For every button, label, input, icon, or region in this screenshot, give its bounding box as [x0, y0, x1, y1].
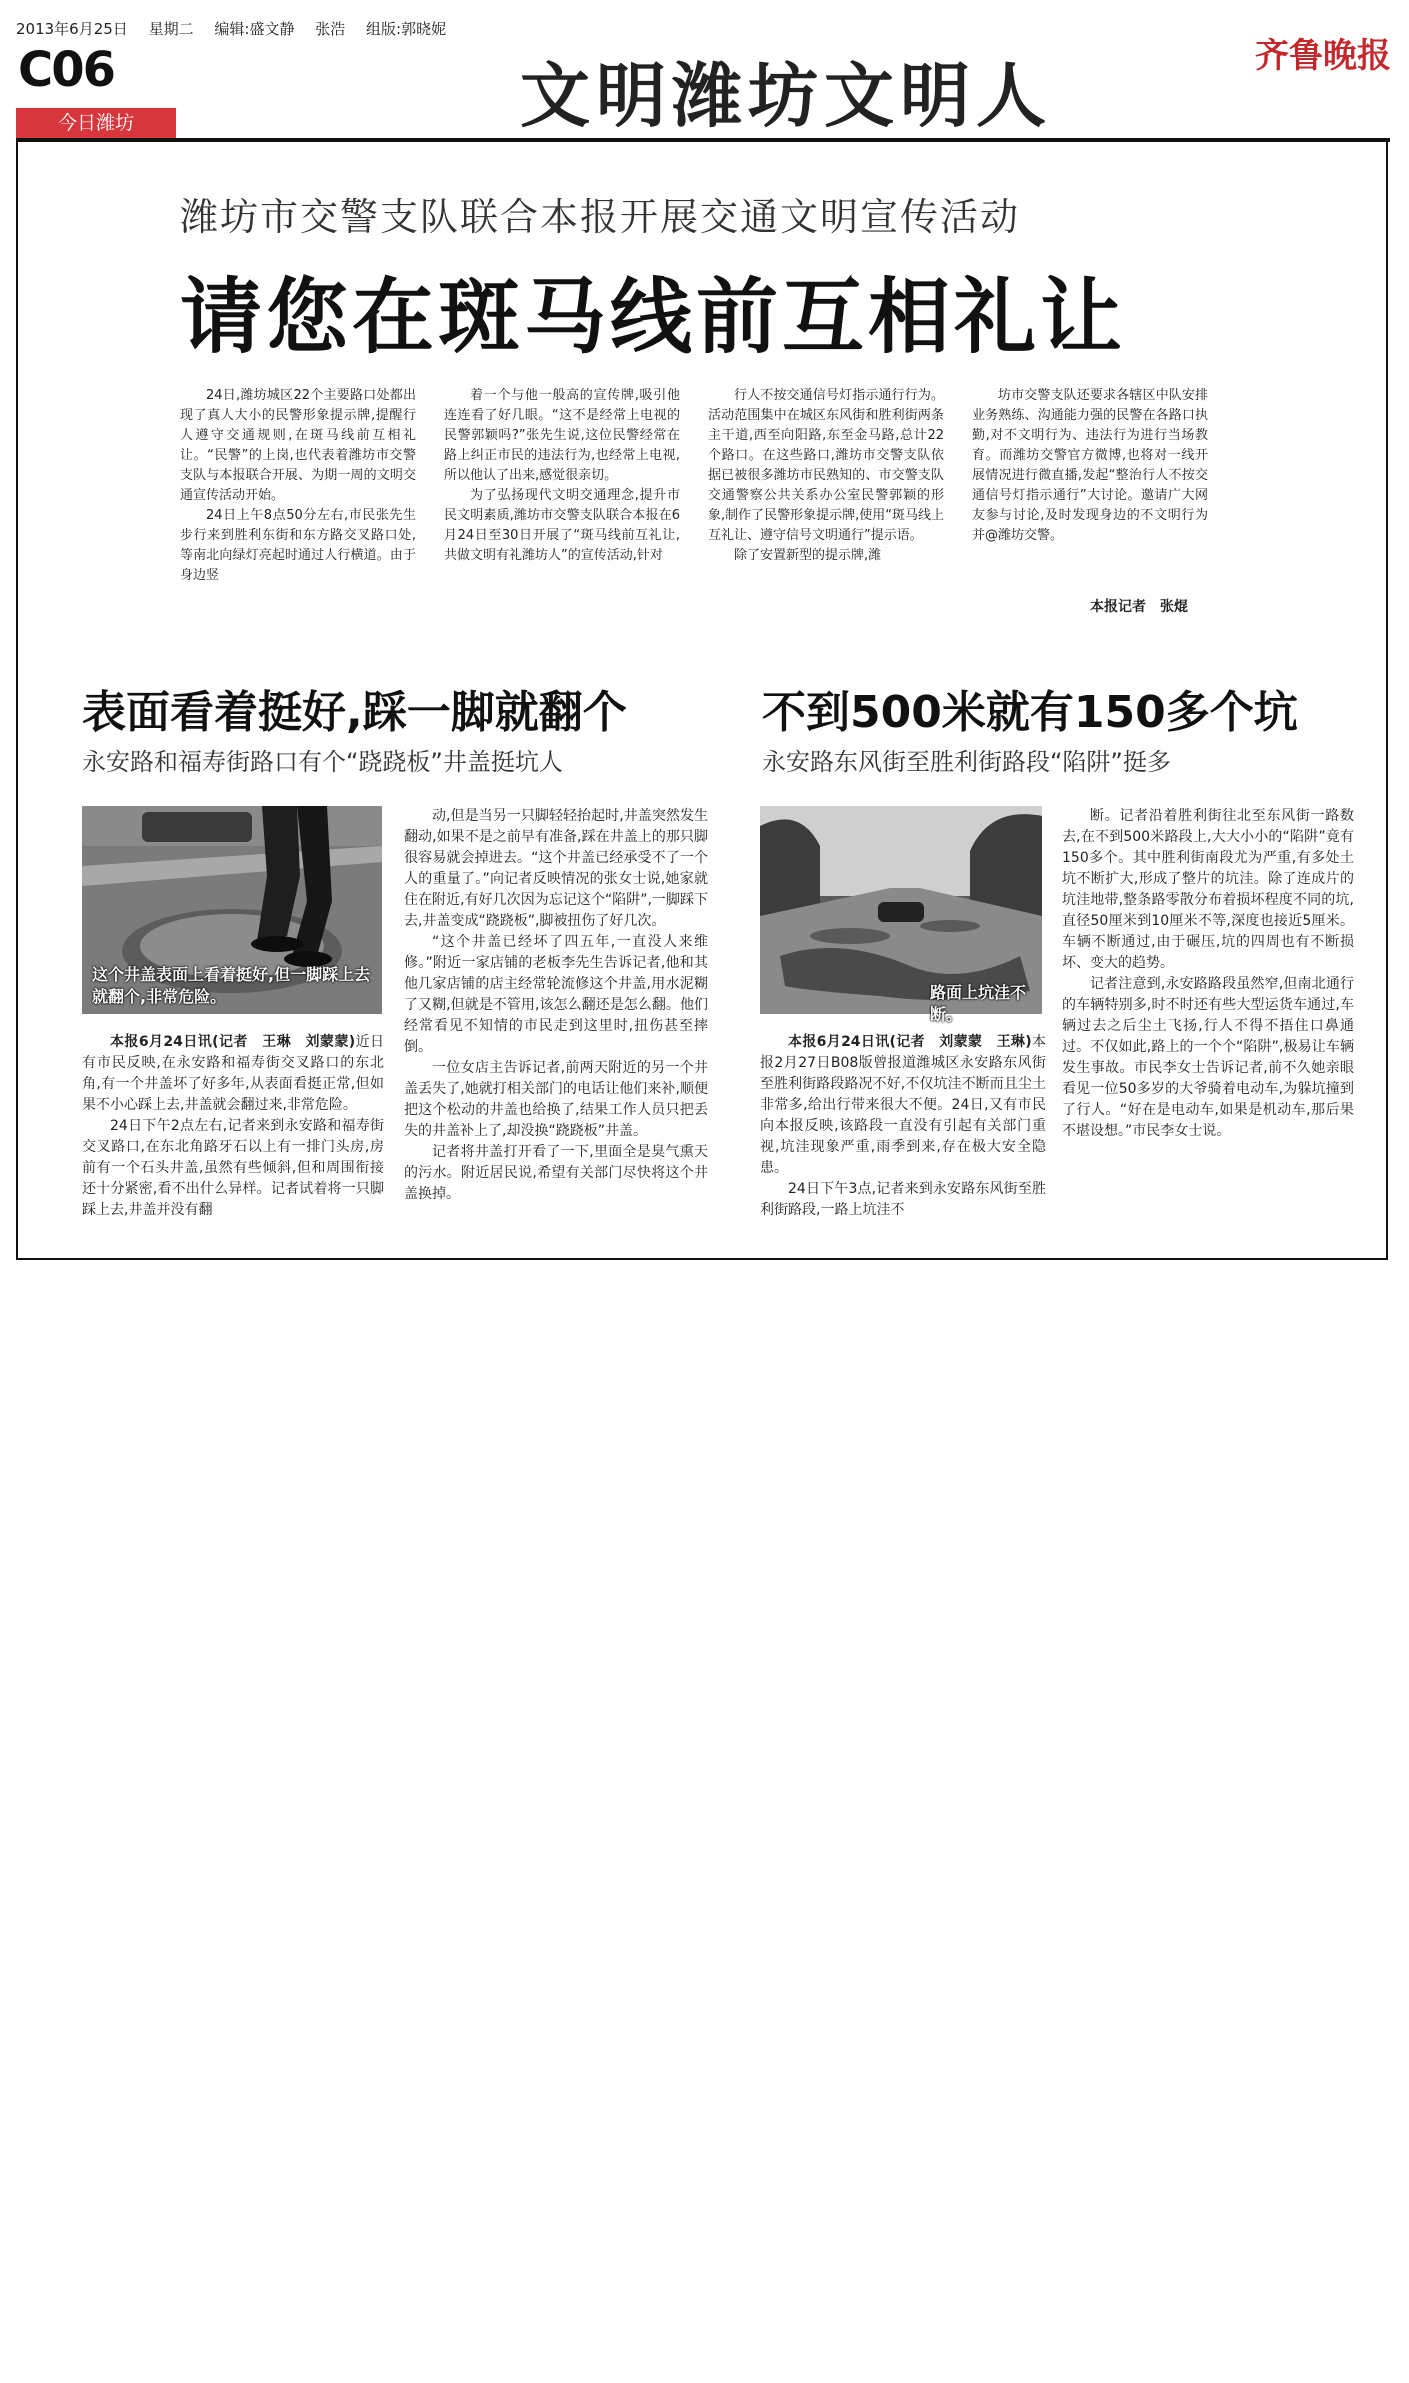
designer: 组版:郭晓妮	[366, 20, 447, 38]
paragraph: 断。记者沿着胜利街往北至东风街一路数去,在不到500米路段上,大大小小的“陷阱”竟有150多个。其中胜利街南段尤为严重,有多处土坑不断扩大,形成了整片的坑洼。除了连成片的坑洼地带,整条路零散分布着损坏程度不同的坑,直径50厘米到10厘米不等,深度也接近5厘米。车辆不断通过,由于碾压,坑的四周也有不断损坏、变大的趋势。	[1062, 808, 1354, 971]
header-meta	[16, 18, 462, 39]
lead-text	[180, 386, 416, 586]
lead-kicker: 潍坊市交警支队联合本报开展交通文明宣传活动	[180, 195, 1021, 239]
lead-column-1	[180, 386, 416, 616]
section-title: 文明潍坊文明人	[520, 54, 1052, 137]
right-headline: 不到500米就有150多个坑	[762, 687, 1298, 738]
issue-date: 2013年6月25日	[16, 20, 128, 38]
manhole-photo	[82, 806, 382, 1014]
newspaper-logo: 齐鲁晚报	[1255, 36, 1391, 76]
paragraph: 行人不按交通信号灯指示通行行为。活动范围集中在城区东风街和胜利街两条主干道,西至向阳路,东至金马路,总计22个路口。在这些路口,潍坊市交警支队依据已被很多潍坊市民熟知的、市交警支队交通警察公共关系办公室民警郭颖的形象,制作了民警形象提示牌,使用“斑马线上互礼让、遵守信号文明通行”提示语。	[708, 388, 944, 543]
left-column-2	[404, 806, 708, 1242]
lead-text	[444, 386, 680, 566]
paragraph: 为了弘扬现代文明交通理念,提升市民文明素质,潍坊市交警支队联合本报在6月24日至30日开展了“斑马线前互礼让,共做文明有礼潍坊人”的宣传活动,针对	[444, 488, 680, 563]
right-column-2	[1062, 806, 1354, 1242]
left-kicker: 永安路和福寿街路口有个“跷跷板”井盖挺坑人	[82, 748, 563, 776]
lead-text	[972, 386, 1208, 546]
issue-weekday: 星期二	[148, 20, 194, 38]
lead-byline: 本报记者 张焜	[1090, 599, 1188, 615]
left-headline: 表面看着挺好,踩一脚就翻个	[82, 687, 627, 738]
paragraph: 记者注意到,永安路路段虽然窄,但南北通行的车辆特别多,时不时还有些大型运货车通过,车辆过去之后尘土飞扬,行人不得不捂住口鼻通过。不仅如此,路上的一个个“陷阱”,极易让车辆发生事故。市民李女士告诉记者,前不久她亲眼看见一位50多岁的大爷骑着电动车,为躲坑撞到了行人。“好在是电动车,如果是机动车,那后果不堪设想。”市民李女士说。	[1062, 976, 1354, 1139]
section-tag: 今日潍坊	[16, 108, 176, 138]
page-number: C06	[18, 42, 115, 98]
left-text: 近日有市民反映,在永安路和福寿街交叉路口的东北角,有一个井盖坏了好多年,从表面看挺正常,但如果不小心踩上去,井盖就会翻过来,非常危险。	[82, 1034, 384, 1113]
lead-text	[708, 386, 944, 566]
right-text	[1062, 806, 1354, 1142]
editor-2: 张浩	[315, 20, 346, 38]
road-photo-caption: 路面上坑洼不断。	[930, 983, 1027, 1024]
lead-headline: 请您在斑马线前互相礼让	[180, 270, 1127, 365]
left-column-1	[82, 1032, 384, 1242]
paragraph: 24日上午8点50分左右,市民张先生步行来到胜利东街和东方路交叉路口处,等南北向绿灯亮起时通过人行横道。由于身边竖	[180, 508, 416, 583]
paragraph: 24日,潍坊城区22个主要路口处都出现了真人大小的民警形象提示牌,提醒行人遵守交通规则,在斑马线前互相礼让。“民警”的上岗,也代表着潍坊市交警支队与本报联合开展、为期一周的文明交通宣传活动开始。	[180, 388, 416, 503]
right-kicker: 永安路东风街至胜利街路段“陷阱”挺多	[762, 748, 1171, 776]
right-text: 本报2月27日B08版曾报道潍城区永安路东风街至胜利街路段路况不好,不仅坑洼不断而且尘土非常多,给出行带来很大不便。24日,又有市民向本报反映,该路段一直没有引起有关部门重视,坑洼现象严重,雨季到来,存在极大安全隐患。	[760, 1034, 1047, 1176]
paragraph: 一位女店主告诉记者,前两天附近的另一个井盖丢失了,她就打相关部门的电话让他们来补,顺便把这个松动的井盖也给换了,结果工作人员只把丢失的井盖补上了,却没换“跷跷板”井盖。	[404, 1060, 708, 1139]
editor: 编辑:盛文静	[214, 20, 295, 38]
paragraph: 动,但是当另一只脚轻轻抬起时,井盖突然发生翻动,如果不是之前早有准备,踩在井盖上的那只脚很容易就会掉进去。“这个井盖已经承受不了一个人的重量了。”向记者反映情况的张女士说,她家就住在附近,有好几次因为忘记这个“陷阱”,一脚踩下去,井盖变成“跷跷板”,脚被扭伤了好几次。	[404, 808, 708, 929]
left-dateline: 本报6月24日讯(记者 王琳 刘蒙蒙)	[110, 1034, 356, 1050]
paragraph: 24日下午3点,记者来到永安路东风街至胜利街路段,一路上坑洼不	[760, 1181, 1046, 1218]
road-photo	[760, 806, 1042, 1024]
manhole-photo-caption: 这个井盖表面上看着挺好,但一脚踩上去就翻个,非常危险。	[92, 965, 371, 1006]
paragraph: 着一个与他一般高的宣传牌,吸引他连连看了好几眼。“这不是经常上电视的民警郭颖吗?”张先生说,这位民警经常在路上纠正市民的违法行为,也经常上电视,所以他认了出来,感觉很亲切。	[444, 388, 680, 483]
lead-column-4	[972, 386, 1208, 586]
lead-column-2	[444, 386, 680, 616]
right-dateline: 本报6月24日讯(记者 刘蒙蒙 王琳)	[788, 1034, 1032, 1050]
paragraph: 记者将井盖打开看了一下,里面全是臭气熏天的污水。附近居民说,希望有关部门尽快将这个井盖换掉。	[404, 1144, 708, 1202]
paragraph: 除了安置新型的提示牌,潍	[734, 548, 882, 563]
paragraph: 坊市交警支队还要求各辖区中队安排业务熟练、沟通能力强的民警在各路口执勤,对不文明行为、违法行为进行当场教育。而潍坊交警官方微博,也将对一线开展情况进行微直播,发起“整治行人不按交通信号灯指示通行”大讨论。邀请广大网友参与讨论,及时发现身边的不文明行为并@潍坊交警。	[972, 388, 1208, 543]
lead-column-3	[708, 386, 944, 616]
paragraph: “这个井盖已经坏了四五年,一直没人来维修。”附近一家店铺的老板李先生告诉记者,他和其他几家店铺的店主经常轮流修这个井盖,用水泥糊了又糊,但就是不管用,该怎么翻还是怎么翻。他们经常看见不知情的市民走到这里时,扭伤甚至摔倒。	[404, 934, 708, 1055]
left-text	[404, 806, 708, 1205]
paragraph: 24日下午2点左右,记者来到永安路和福寿街交叉路口,在东北角路牙石以上有一排门头房,房前有一个石头井盖,虽然有些倾斜,但和周围衔接还十分紧密,看不出什么异样。记者试着将一只脚踩上去,井盖并没有翻	[82, 1118, 384, 1218]
right-column-1	[760, 1032, 1046, 1242]
